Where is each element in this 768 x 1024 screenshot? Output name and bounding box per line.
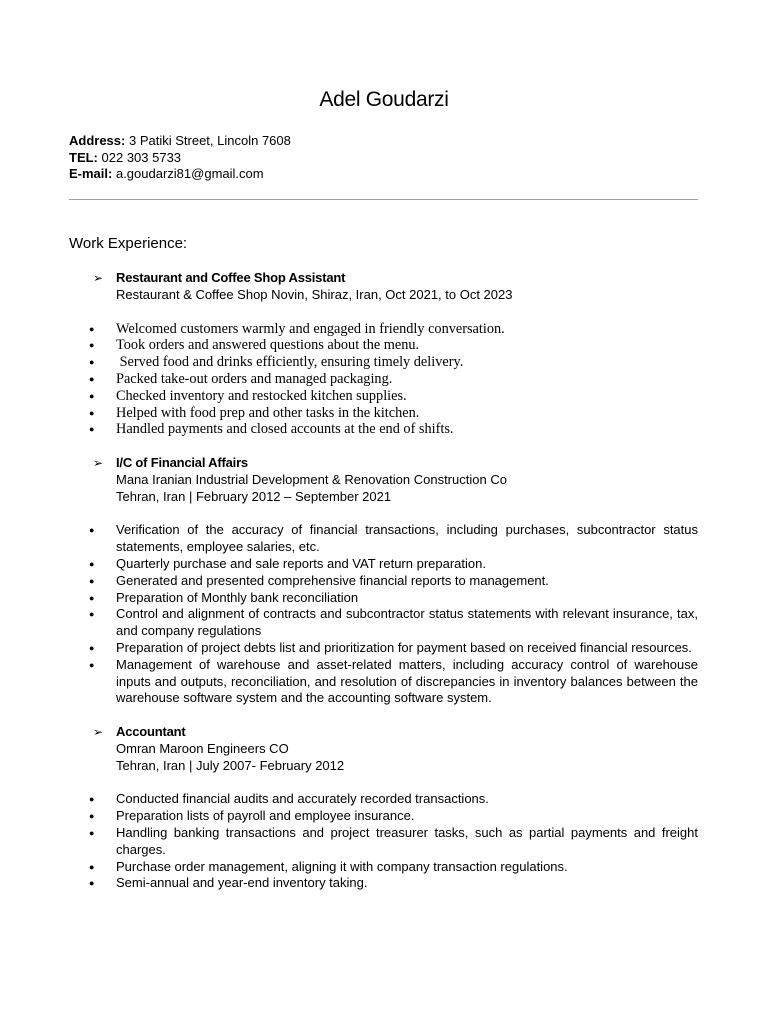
arrow-bullet-icon: ➢ xyxy=(93,456,104,470)
bullet-icon: ● xyxy=(89,811,95,822)
bullet-icon: ● xyxy=(89,575,95,586)
bullet-icon: ● xyxy=(89,323,95,334)
duty-list xyxy=(69,522,698,707)
list-item: ● Semi-annual and year-end inventory taking. xyxy=(89,875,368,891)
job-title: I/C of Financial Affairs xyxy=(116,455,248,470)
header-divider xyxy=(69,199,698,200)
list-item: ● Management of warehouse and asset-related matters, including accuracy control of warehouse inputs and outputs, reconciliation, and resolution of discrepancies in inventory balances between the warehouse software system and the accounting software system. xyxy=(89,656,698,706)
list-item: ● Served food and drinks efficiently, ensuring timely delivery. xyxy=(89,354,464,371)
bullet-icon: ● xyxy=(89,861,95,872)
list-item: ● Preparation lists of payroll and employee insurance. xyxy=(89,808,415,824)
list-item: ● Took orders and answered questions about the menu. xyxy=(89,337,420,354)
bullet-icon: ● xyxy=(89,592,95,603)
list-item: ● Welcomed customers warmly and engaged in friendly conversation. xyxy=(89,320,505,337)
duty-list xyxy=(69,791,698,892)
job-employer: Restaurant & Coffee Shop Novin, Shiraz, Iran, Oct 2021, to Oct 2023 xyxy=(116,286,513,302)
bullet-icon: ● xyxy=(89,659,95,670)
list-item: ● Checked inventory and restocked kitchen supplies. xyxy=(89,387,407,404)
job-title: Accountant xyxy=(116,724,186,739)
list-item: ● Control and alignment of contracts and subcontractor status statements with relevant insurance, tax, and company regulations xyxy=(89,606,698,639)
bullet-icon: ● xyxy=(89,340,95,351)
job-entry xyxy=(69,724,698,892)
bullet-icon: ● xyxy=(89,558,95,569)
job-entry xyxy=(69,270,698,438)
job-title: Restaurant and Coffee Shop Assistant xyxy=(116,270,346,285)
list-item: ● Verification of the accuracy of financial transactions, including purchases, subcontractor status statements, employee salaries, etc. xyxy=(89,522,698,555)
list-item: ● Generated and presented comprehensive financial reports to management. xyxy=(89,572,549,588)
arrow-bullet-icon: ➢ xyxy=(93,271,104,285)
email-label: E-mail: xyxy=(69,166,113,181)
job-location-dates: Tehran, Iran | July 2007- February 2012 xyxy=(116,757,345,773)
job-employer: Omran Maroon Engineers CO xyxy=(116,740,289,756)
job-header xyxy=(69,724,698,774)
job-location-dates: Tehran, Iran | February 2012 – September 2021 xyxy=(116,488,392,504)
bullet-icon: ● xyxy=(89,373,95,384)
list-item: ● Handled payments and closed accounts at the end of shifts. xyxy=(89,421,454,438)
list-item: ● Conducted financial audits and accurately recorded transactions. xyxy=(89,791,489,807)
bullet-icon: ● xyxy=(89,424,95,435)
bullet-icon: ● xyxy=(89,794,95,805)
address-line xyxy=(69,133,291,149)
tel-line xyxy=(69,150,181,166)
bullet-icon: ● xyxy=(89,407,95,418)
job-entry xyxy=(69,455,698,707)
bullet-icon: ● xyxy=(89,827,95,838)
job-employer: Mana Iranian Industrial Development & Renovation Construction Co xyxy=(116,471,507,487)
bullet-icon: ● xyxy=(89,609,95,620)
email-value: a.goudarzi81@gmail.com xyxy=(115,166,264,181)
arrow-bullet-icon: ➢ xyxy=(93,725,104,739)
address-label: Address: xyxy=(69,133,126,148)
job-header xyxy=(69,455,698,505)
list-item: ● Helped with food prep and other tasks in the kitchen. xyxy=(89,404,420,421)
list-item: ● Preparation of Monthly bank reconciliation xyxy=(89,589,359,605)
list-item: ● Preparation of project debts list and prioritization for payment based on received financial resources. xyxy=(89,639,692,655)
address-value: 3 Patiki Street, Lincoln 7608 xyxy=(128,133,291,148)
duty-list xyxy=(69,321,698,439)
tel-value: 022 303 5733 xyxy=(101,150,182,165)
list-item: ● Packed take-out orders and managed packaging. xyxy=(89,370,393,387)
bullet-icon: ● xyxy=(89,642,95,653)
list-item: ● Quarterly purchase and sale reports and VAT return preparation. xyxy=(89,555,486,571)
email-line xyxy=(69,166,264,182)
tel-label: TEL: xyxy=(69,150,98,165)
job-header xyxy=(69,270,698,304)
work-experience-heading: Work Experience: xyxy=(69,235,188,252)
list-item: ● Purchase order management, aligning it with company transaction regulations. xyxy=(89,858,568,874)
bullet-icon: ● xyxy=(89,878,95,889)
bullet-icon: ● xyxy=(89,357,95,368)
bullet-icon: ● xyxy=(89,525,95,536)
list-item: ● Handling banking transactions and project treasurer tasks, such as partial payments and freight charges. xyxy=(89,824,698,857)
applicant-name: Adel Goudarzi xyxy=(319,88,449,111)
bullet-icon: ● xyxy=(89,390,95,401)
